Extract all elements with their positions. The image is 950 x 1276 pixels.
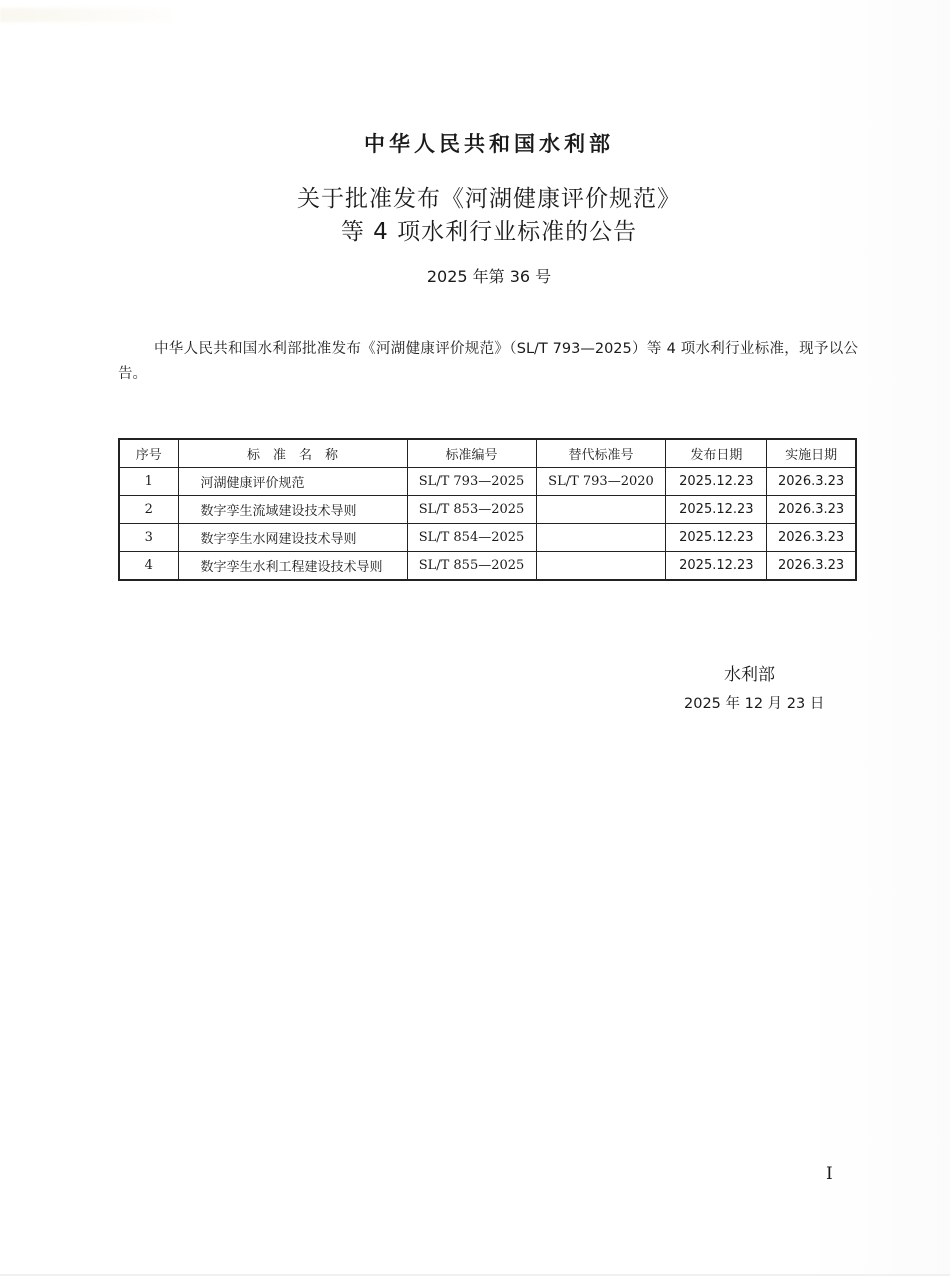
header-replaces: 替代标准号 (536, 439, 666, 468)
cell-name: 数字孪生流域建设技术导则 (178, 496, 407, 524)
header-name: 标 准 名 称 (178, 439, 407, 468)
cell-effective-date: 2026.3.23 (767, 524, 856, 552)
cell-effective-date: 2026.3.23 (767, 496, 856, 524)
cell-seq: 4 (119, 552, 178, 581)
cell-code: SL/T 853—2025 (407, 496, 536, 524)
issuer-heading: 中华人民共和国水利部 (364, 131, 614, 156)
page-number: I (826, 1164, 833, 1184)
title-line-1: 关于批准发布《河湖健康评价规范》 (297, 186, 681, 212)
cell-name: 河湖健康评价规范 (178, 468, 407, 496)
standards-table (118, 438, 857, 581)
table-header-row (119, 439, 856, 468)
cell-publish-date: 2025.12.23 (666, 524, 767, 552)
table-row (119, 468, 856, 496)
table-row (119, 496, 856, 524)
cell-replaces (536, 524, 666, 552)
cell-replaces (536, 552, 666, 581)
cell-replaces (536, 496, 666, 524)
faint-scan-artifact (0, 8, 170, 22)
table-row (119, 524, 856, 552)
document-number: 2025 年第 36 号 (426, 267, 552, 286)
cell-seq: 1 (119, 468, 178, 496)
announcement-paragraph: 中华人民共和国水利部批准发布《河湖健康评价规范》（SL/T 793—2025）等 4 项水利行业标准，现予以公告。 (118, 341, 858, 382)
cell-code: SL/T 854—2025 (407, 524, 536, 552)
cell-name: 数字孪生水利工程建设技术导则 (178, 552, 407, 581)
title-line-2: 等 4 项水利行业标准的公告 (340, 219, 638, 245)
cell-publish-date: 2025.12.23 (666, 496, 767, 524)
signature-issuer: 水利部 (724, 665, 775, 685)
signature-date: 2025 年 12 月 23 日 (684, 696, 825, 712)
header-code: 标准编号 (407, 439, 536, 468)
cell-seq: 3 (119, 524, 178, 552)
cell-replaces: SL/T 793—2020 (536, 468, 666, 496)
header-seq: 序号 (119, 439, 178, 468)
cell-effective-date: 2026.3.23 (767, 468, 856, 496)
cell-name: 数字孪生水网建设技术导则 (178, 524, 407, 552)
cell-publish-date: 2025.12.23 (666, 468, 767, 496)
cell-seq: 2 (119, 496, 178, 524)
cell-publish-date: 2025.12.23 (666, 552, 767, 581)
header-publish-date: 发布日期 (666, 439, 767, 468)
cell-code: SL/T 855—2025 (407, 552, 536, 581)
cell-effective-date: 2026.3.23 (767, 552, 856, 581)
cell-code: SL/T 793—2025 (407, 468, 536, 496)
header-effective-date: 实施日期 (767, 439, 856, 468)
table-row (119, 552, 856, 581)
